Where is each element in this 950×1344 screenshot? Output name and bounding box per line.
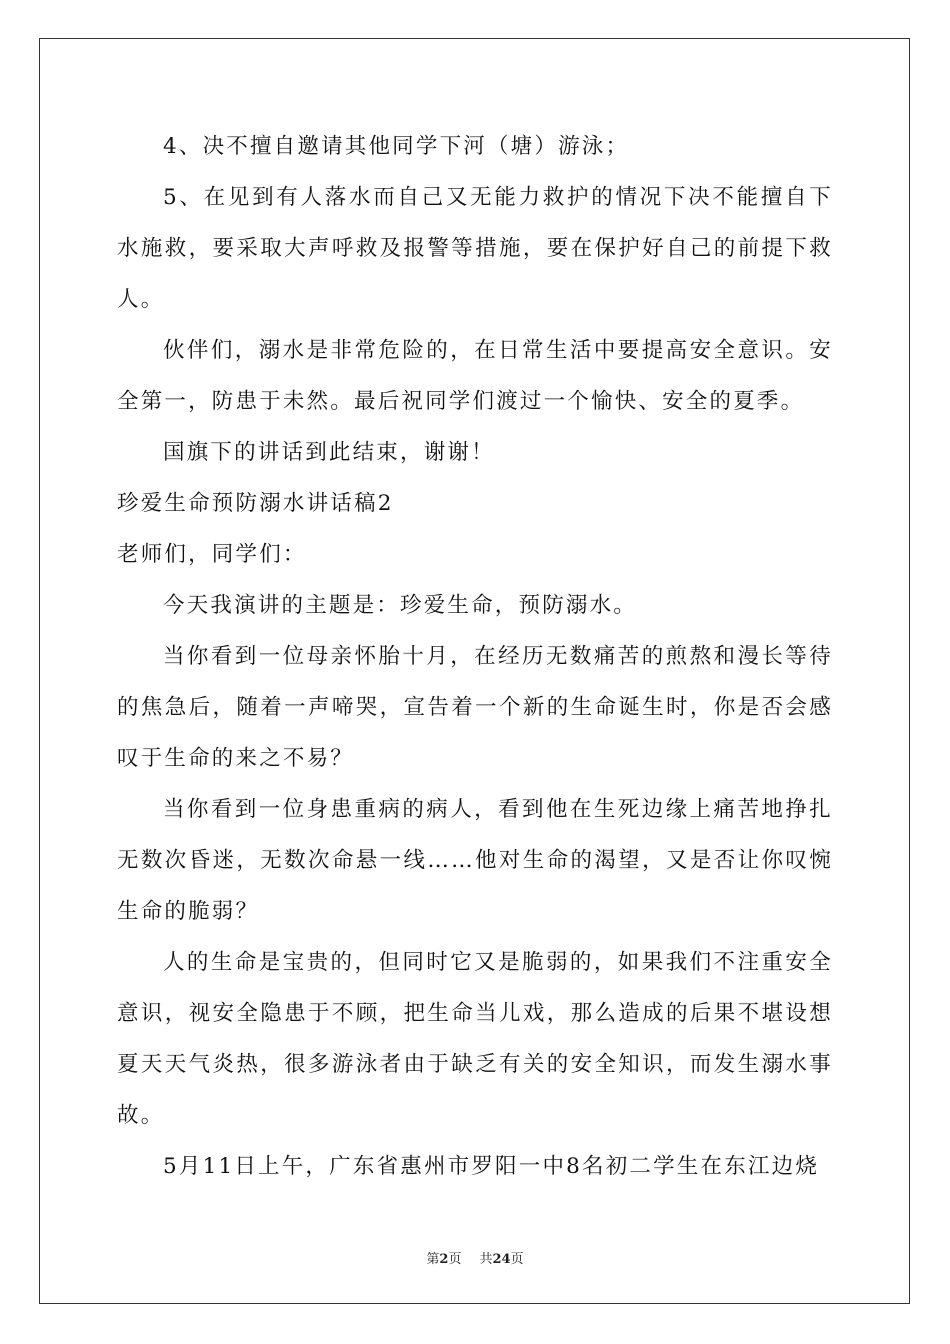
- total-suffix: 页: [510, 1252, 524, 1267]
- total-pages: 24: [492, 1252, 511, 1267]
- page-prefix: 第: [426, 1252, 440, 1267]
- total-prefix: 共: [479, 1252, 493, 1267]
- paragraph-life-precious: 人的生命是宝贵的，但同时它又是脆弱的，如果我们不注重安全意识，视安全隐患于不顾，把生命当儿戏，那么造成的后果不堪设想夏天天气炎热，很多游泳者由于缺乏有关的安全知识，而发生溺水事故。: [117, 950, 833, 1128]
- paragraph-item-4: 4、决不擅自邀请其他同学下河（塘）游泳；: [163, 134, 630, 159]
- paragraph-end-speech: 国旗下的讲话到此结束，谢谢！: [163, 440, 495, 465]
- paragraph-closing-advice: 伙伴们，溺水是非常危险的，在日常生活中要提高安全意识。安全第一，防患于未然。最后祝同学们渡过一个愉快、安全的夏季。: [117, 338, 833, 414]
- document-body: [117, 121, 833, 1192]
- paragraph-incident: 5月11日上午，广东省惠州市罗阳一中8名初二学生在东江边烧: [163, 1154, 820, 1179]
- salutation: 老师们，同学们：: [117, 542, 307, 567]
- section-title: 珍爱生命预防溺水讲话稿2: [117, 491, 394, 516]
- page-suffix: 页: [448, 1252, 462, 1267]
- paragraph-mother: 当你看到一位母亲怀胎十月，在经历无数痛苦的煎熬和漫长等待的焦急后，随着一声啼哭，宣告着一个新的生命诞生时，你是否会感叹于生命的来之不易？: [117, 644, 833, 771]
- page-footer: [0, 1248, 950, 1267]
- paragraph-item-5: 5、在见到有人落水而自己又无能力救护的情况下决不能擅自下水施救，要采取大声呼救及报警等措施，要在保护好自己的前提下救人。: [117, 185, 833, 312]
- page-number: 2: [439, 1252, 449, 1267]
- paragraph-theme: 今天我演讲的主题是：珍爱生命，预防溺水。: [163, 593, 638, 618]
- paragraph-patient: 当你看到一位身患重病的病人，看到他在生死边缘上痛苦地挣扎无数次昏迷，无数次命悬一线……他对生命的渴望，又是否让你叹惋生命的脆弱？: [117, 797, 833, 924]
